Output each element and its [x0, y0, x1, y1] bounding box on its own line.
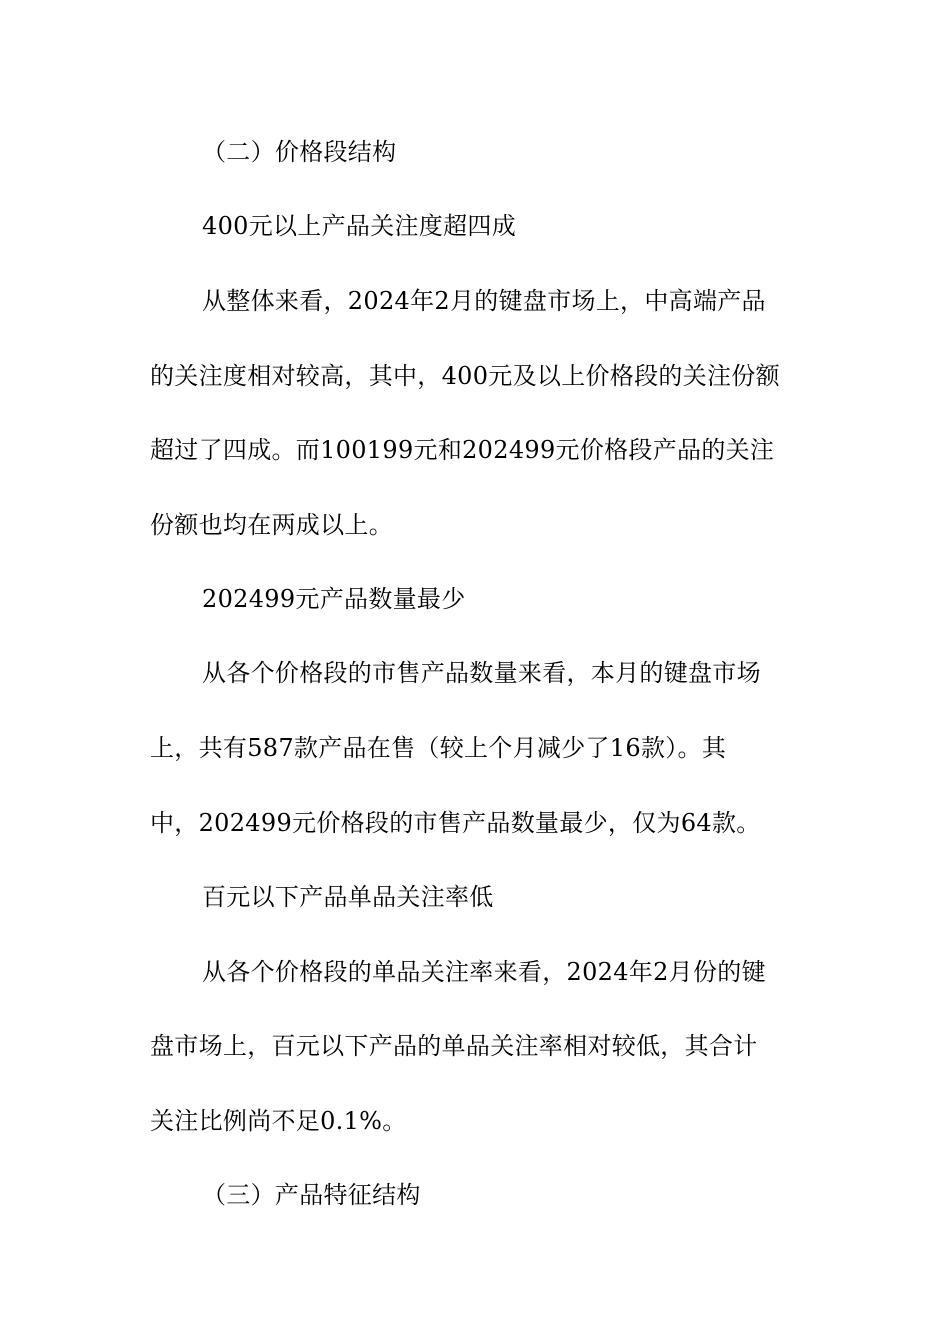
paragraph-line: 份额也均在两成以上。 [150, 511, 393, 539]
paragraph-line: 中，202499元价格段的市售产品数量最少，仅为64款。 [150, 809, 761, 837]
paragraph-line: 的关注度相对较高，其中，400元及以上价格段的关注份额 [150, 362, 780, 390]
paragraph-line: 超过了四成。而100199元和202499元价格段产品的关注 [150, 436, 775, 464]
paragraph-line: 关注比例尚不足0.1%。 [150, 1107, 407, 1135]
paragraph-line: 盘市场上，百元以下产品的单品关注率相对较低，其合计 [150, 1032, 758, 1060]
paragraph-line: 从整体来看，2024年2月的键盘市场上，中高端产品 [202, 287, 766, 315]
section-heading-price-structure: （二）价格段结构 [202, 138, 397, 166]
paragraph-line: 上，共有587款产品在售（较上个月减少了16款）。其 [150, 734, 727, 762]
subheading-attention-rate: 百元以下产品单品关注率低 [202, 883, 494, 911]
subheading-product-count: 202499元产品数量最少 [202, 585, 466, 613]
paragraph-line: 从各个价格段的市售产品数量来看，本月的键盘市场 [202, 659, 761, 687]
paragraph-line: 从各个价格段的单品关注率来看，2024年2月份的键 [202, 958, 766, 986]
section-heading-feature-structure: （三）产品特征结构 [202, 1181, 421, 1209]
subheading-attention-400: 400元以上产品关注度超四成 [202, 212, 517, 240]
